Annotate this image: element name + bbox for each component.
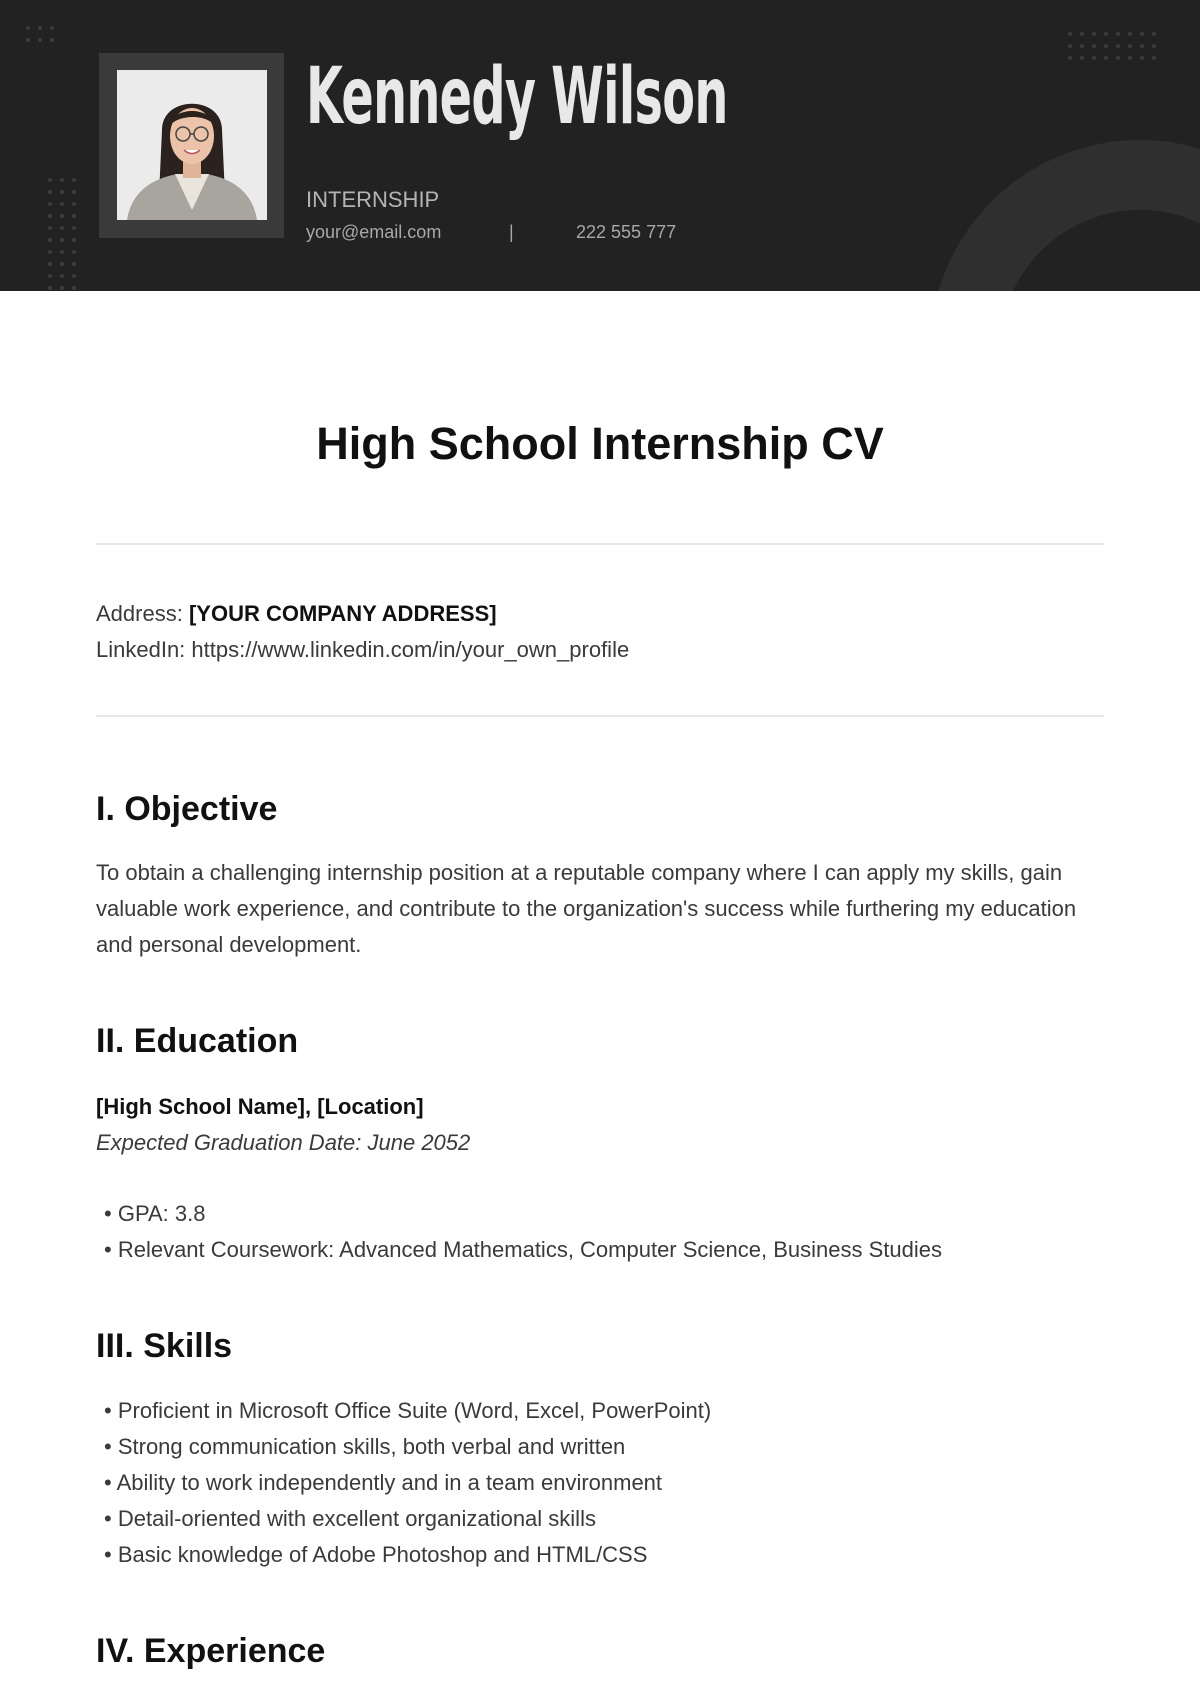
objective-heading: I. Objective bbox=[96, 790, 278, 828]
address-line bbox=[96, 601, 497, 627]
person-name: Kennedy Wilson bbox=[306, 52, 728, 142]
graduation-date: Expected Graduation Date: June 2052 bbox=[96, 1130, 471, 1155]
education-heading: II. Education bbox=[96, 1022, 299, 1060]
contact-separator: | bbox=[509, 222, 514, 242]
role-label: INTERNSHIP bbox=[306, 187, 440, 212]
header-banner bbox=[0, 0, 1200, 291]
list-item: • Strong communication skills, both verbal and written bbox=[104, 1429, 711, 1465]
email-text: your@email.com bbox=[306, 222, 442, 242]
divider-top bbox=[96, 543, 1104, 545]
dot-pattern-left bbox=[48, 178, 76, 291]
linkedin-value: https://www.linkedin.com/in/your_own_profile bbox=[191, 637, 630, 662]
linkedin-label: LinkedIn: bbox=[96, 637, 186, 662]
skills-list bbox=[104, 1393, 711, 1573]
divider-bottom bbox=[96, 715, 1104, 717]
list-item: • Proficient in Microsoft Office Suite (Word, Excel, PowerPoint) bbox=[104, 1393, 711, 1429]
skills-heading: III. Skills bbox=[96, 1327, 233, 1365]
dot-pattern-top-right bbox=[1068, 32, 1156, 60]
phone-text: 222 555 777 bbox=[576, 222, 677, 242]
profile-photo bbox=[117, 70, 267, 220]
linkedin-line bbox=[96, 637, 629, 663]
experience-heading: IV. Experience bbox=[96, 1632, 326, 1670]
list-item: • GPA: 3.8 bbox=[104, 1196, 942, 1232]
education-list bbox=[104, 1196, 942, 1268]
list-item: • Basic knowledge of Adobe Photoshop and HTML/CSS bbox=[104, 1537, 711, 1573]
objective-text: To obtain a challenging internship position at a reputable company where I can apply my skills, gain valuable work experience, and contribute to the organization's success while furthering my education and personal development. bbox=[96, 860, 1077, 957]
address-label: Address: bbox=[96, 601, 183, 626]
portrait-illustration bbox=[117, 70, 267, 220]
profile-photo-frame bbox=[99, 53, 284, 238]
decorative-arc bbox=[930, 140, 1200, 291]
list-item: • Ability to work independently and in a team environment bbox=[104, 1465, 711, 1501]
school-name: [High School Name], [Location] bbox=[96, 1094, 424, 1119]
list-item: • Detail-oriented with excellent organizational skills bbox=[104, 1501, 711, 1537]
list-item: • Relevant Coursework: Advanced Mathematics, Computer Science, Business Studies bbox=[104, 1232, 942, 1268]
dot-pattern-top-left bbox=[26, 26, 54, 42]
document-title: High School Internship CV bbox=[316, 418, 884, 469]
address-value: [YOUR COMPANY ADDRESS] bbox=[188, 601, 497, 626]
